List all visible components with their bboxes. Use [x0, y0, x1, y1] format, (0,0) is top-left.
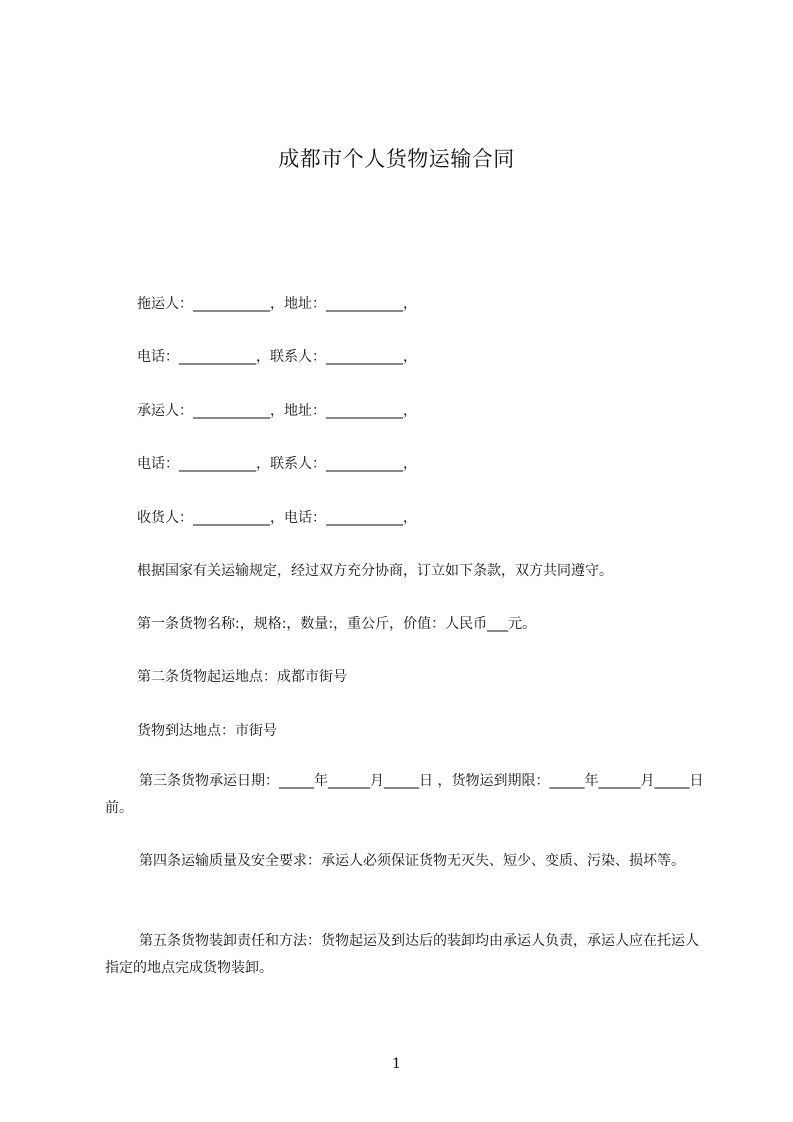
page-number: 1 [392, 1056, 401, 1072]
article-4: 第四条运输质量及安全要求：承运人必须保证货物无灭失、短少、变质、污染、损坏等。 [139, 853, 685, 869]
shipper-phone-line: 电话：___________，联系人：___________， [137, 349, 417, 365]
shipper-line: 拖运人：___________，地址：___________， [137, 296, 417, 312]
article-5: 第五条货物装卸责任和方法：货物起运及到达后的装卸均由承运人负责，承运人应在托运人指定的地点完成货物装卸。 [105, 933, 699, 976]
article-2-destination: 货物到达地点：市街号 [137, 723, 277, 739]
article-2-origin: 第二条货物起运地点：成都市街号 [137, 669, 347, 685]
article-1: 第一条货物名称:，规格:，数量:，重公斤，价值：人民币___元。 [137, 616, 537, 632]
carrier-phone-line: 电话：___________，联系人：___________， [137, 456, 417, 472]
preamble-paragraph: 根据国家有关运输规定，经过双方充分协商，订立如下条款，双方共同遵守。 [137, 563, 613, 579]
carrier-line: 承运人：___________，地址：___________， [137, 403, 417, 419]
article-3: 第三条货物承运日期：_____年______月_____日 ，货物运到期限：_____年______月_____日 前。 [105, 773, 704, 816]
document-title: 成都市个人货物运输合同 [278, 147, 515, 171]
consignee-line: 收货人：___________，电话：___________， [137, 510, 417, 526]
